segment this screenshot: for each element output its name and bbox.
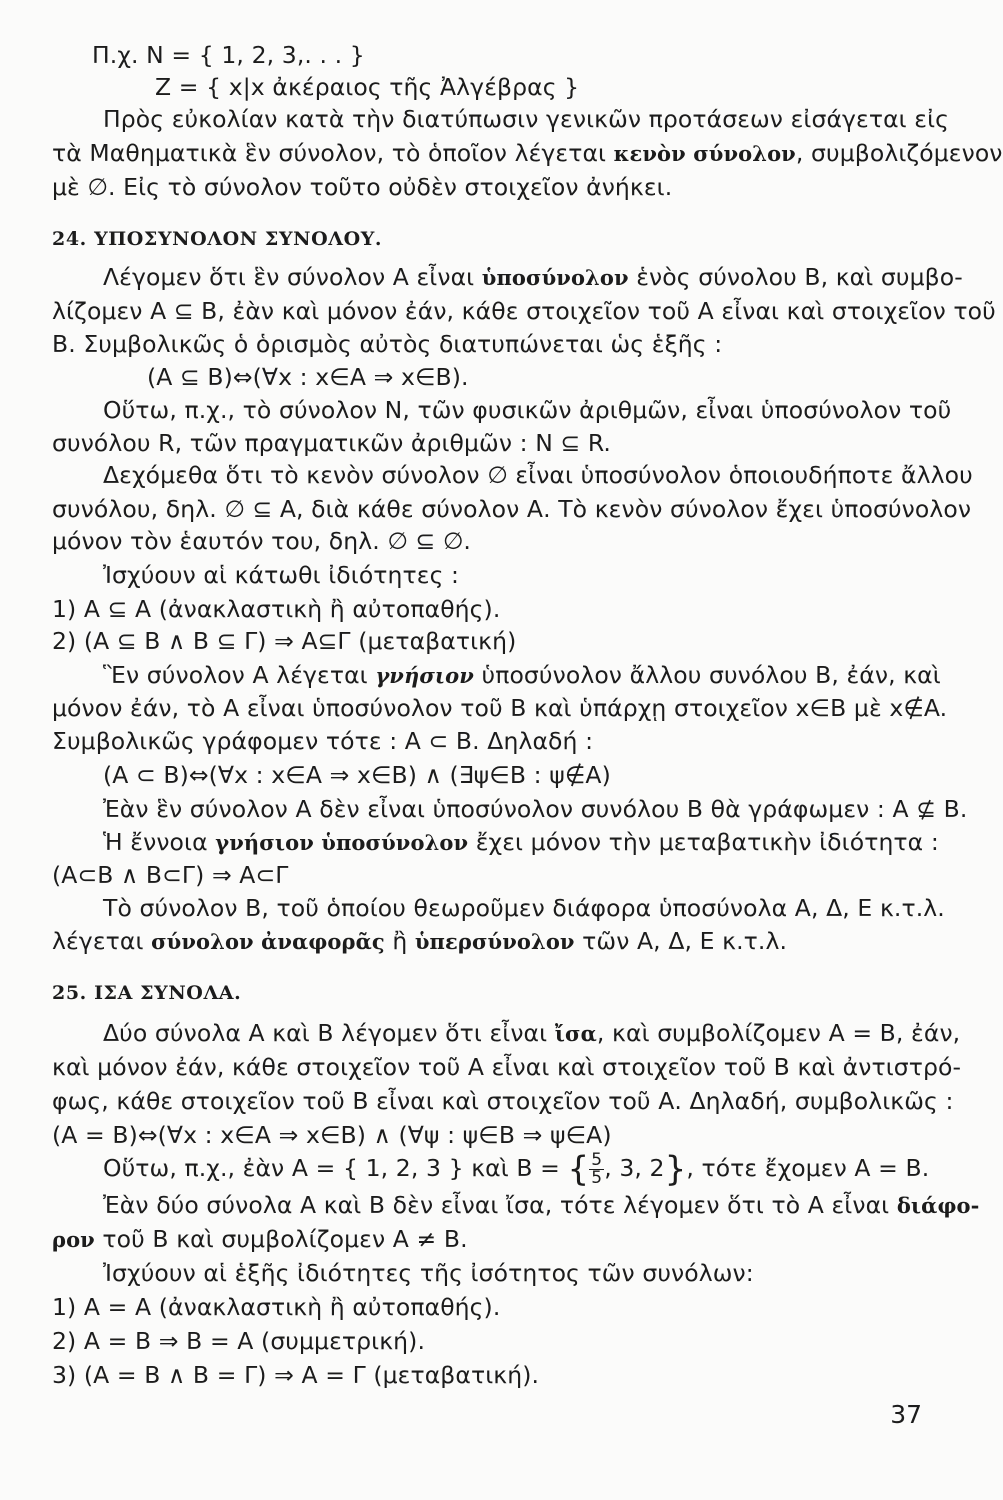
- term-equal: ἴσα: [554, 1021, 597, 1046]
- term-proper-subset: γνήσιον ὑποσύνολον: [215, 830, 469, 855]
- text-line: λέγεται σύνολον ἀναφορᾶς ἢ ὑπερσύνολον τῶν Α, Δ, Ε κ.τ.λ.: [52, 927, 788, 955]
- example-N: Π.χ. N = { 1, 2, 3,. . . }: [92, 41, 365, 69]
- text-line: φως, κάθε στοιχεῖον τοῦ Β εἶναι καὶ στοιχεῖον τοῦ Α. Δηλαδή, συμβολικῶς :: [52, 1087, 954, 1115]
- text-line: Ἐὰν ἓν σύνολον Α δὲν εἶναι ὑποσύνολον συνόλου Β θὰ γράφωμεν : Α ⊈ Β.: [103, 795, 968, 823]
- formula-proper-subset: (Α ⊂ Β)⇔(∀x : x∈A ⇒ x∈B) ∧ (∃ψ∈B : ψ∉A): [103, 761, 611, 789]
- section-heading-25: 25. ΙΣΑ ΣΥΝΟΛΑ.: [52, 982, 242, 1004]
- term-empty-set: κενὸν σύνολον: [613, 141, 796, 166]
- text-line: Β. Συμβολικῶς ὁ ὁρισμὸς αὐτὸς διατυπώνεται ὡς ἑξῆς :: [52, 330, 723, 358]
- term-proper: γνήσιον: [375, 663, 474, 688]
- text-line: συνόλου R, τῶν πραγματικῶν ἀριθμῶν : N ⊆ R.: [52, 429, 611, 457]
- term-superset: ὑπερσύνολον: [414, 929, 575, 954]
- text-line: Λέγομεν ὅτι ἓν σύνολον Α εἶναι ὑποσύνολον ἑνὸς σύνολου Β, καὶ συμβο-: [103, 263, 963, 291]
- text-line: Ἰσχύουν αἱ κάτωθι ἰδιότητες :: [103, 561, 460, 589]
- text-line: Ἐὰν δύο σύνολα Α καὶ Β δὲν εἶναι ἴσα, τότε λέγομεν ὅτι τὸ Α εἶναι διάφο-: [103, 1191, 980, 1219]
- fraction: $\frac{5}{5}$: [591, 1150, 603, 1188]
- property-item: 3) (Α = Β ∧ Β = Γ) ⇒ Α = Γ (μεταβατική).: [52, 1361, 540, 1389]
- text-line: καὶ μόνον ἐάν, κάθε στοιχεῖον τοῦ Α εἶναι καὶ στοιχεῖον τοῦ Β καὶ ἀντιστρό-: [52, 1053, 962, 1081]
- formula-subset: (Α ⊆ Β)⇔(∀x : x∈A ⇒ x∈B).: [147, 363, 469, 391]
- example-equality: Οὕτω, π.χ., ἐὰν Α = { 1, 2, 3 } καὶ Β = { $\frac{5}{5}$ , 3, 2}, τότε ἔχομεν Α = Β.: [103, 1149, 930, 1190]
- text-line: Δεχόμεθα ὅτι τὸ κενὸν σύνολον ∅ εἶναι ὑποσύνολον ὁποιουδήποτε ἄλλου: [103, 461, 973, 489]
- term-subset: ὑποσύνολον: [481, 265, 629, 290]
- text-line: Τὸ σύνολον Β, τοῦ ὁποίου θεωροῦμεν διάφορα ὑποσύνολα Α, Δ, Ε κ.τ.λ.: [103, 894, 945, 922]
- property-item: 1) Α ⊆ Α (ἀνακλαστικὴ ἢ αὐτοπαθής).: [52, 595, 501, 623]
- text-line: Ἡ ἔννοια γνήσιον ὑποσύνολον ἔχει μόνον τὴν μεταβατικὴν ἰδιότητα :: [103, 828, 939, 856]
- text-line: Συμβολικῶς γράφομεν τότε : Α ⊂ Β. Δηλαδή :: [52, 727, 594, 755]
- text-line: Ἓν σύνολον Α λέγεται γνήσιον ὑποσύνολον ἄλλου συνόλου Β, ἐάν, καὶ: [103, 661, 941, 689]
- text-line: μόνον τὸν ἑαυτόν του, δηλ. ∅ ⊆ ∅.: [52, 527, 471, 555]
- formula-transitive: (Α⊂Β ∧ Β⊂Γ) ⇒ Α⊂Γ: [52, 861, 289, 889]
- property-item: 2) Α = Β ⇒ Β = Α (συμμετρική).: [52, 1327, 426, 1355]
- text-line: τὰ Μαθηματικὰ ἓν σύνολον, τὸ ὁποῖον λέγεται κενὸν σύνολον, συμβολιζόμενον: [52, 139, 1003, 167]
- term-different: διάφο-: [896, 1193, 980, 1218]
- text-line: μὲ ∅. Εἰς τὸ σύνολον τοῦτο οὐδὲν στοιχεῖον ἀνήκει.: [52, 173, 673, 201]
- text-line: Πρὸς εὐκολίαν κατὰ τὴν διατύπωσιν γενικῶν προτάσεων εἰσάγεται εἰς: [103, 105, 950, 133]
- text-line: συνόλου, δηλ. ∅ ⊆ Α, διὰ κάθε σύνολον Α. Τὸ κενὸν σύνολον ἔχει ὑποσύνολον: [52, 495, 972, 523]
- section-heading-24: 24. ΥΠΟΣΥΝΟΛΟΝ ΣΥΝΟΛΟΥ.: [52, 228, 383, 250]
- property-item: 2) (Α ⊆ Β ∧ Β ⊆ Γ) ⇒ Α⊆Γ (μεταβατική): [52, 627, 517, 655]
- text-line: ρον τοῦ Β καὶ συμβολίζομεν Α ≠ Β.: [52, 1225, 468, 1253]
- page-number: 37: [890, 1400, 922, 1429]
- text-line: Ἰσχύουν αἱ ἑξῆς ἰδιότητες τῆς ἰσότητος τῶν συνόλων:: [103, 1259, 754, 1287]
- text-line: λίζομεν Α ⊆ Β, ἐὰν καὶ μόνον ἐάν, κάθε στοιχεῖον τοῦ Α εἶναι καὶ στοιχεῖον τοῦ: [52, 297, 996, 325]
- term-reference-set: σύνολον ἀναφορᾶς: [151, 929, 385, 954]
- text-line: Οὕτω, π.χ., τὸ σύνολον N, τῶν φυσικῶν ἀριθμῶν, εἶναι ὑποσύνολον τοῦ: [103, 396, 952, 424]
- text-line: Δύο σύνολα Α καὶ Β λέγομεν ὅτι εἶναι ἴσα, καὶ συμβολίζομεν Α = Β, ἐάν,: [103, 1019, 961, 1047]
- property-item: 1) Α = Α (ἀνακλαστικὴ ἢ αὐτοπαθής).: [52, 1293, 501, 1321]
- text-line: μόνον ἐάν, τὸ Α εἶναι ὑποσύνολον τοῦ Β καὶ ὑπάρχῃ στοιχεῖον x∈B μὲ x∉A.: [52, 694, 948, 722]
- formula-equality: (Α = Β)⇔(∀x : x∈A ⇒ x∈B) ∧ (∀ψ : ψ∈B ⇒ ψ∈A): [52, 1121, 612, 1149]
- example-Z: Z = { x|x ἀκέραιος τῆς Ἀλγέβρας }: [155, 73, 580, 101]
